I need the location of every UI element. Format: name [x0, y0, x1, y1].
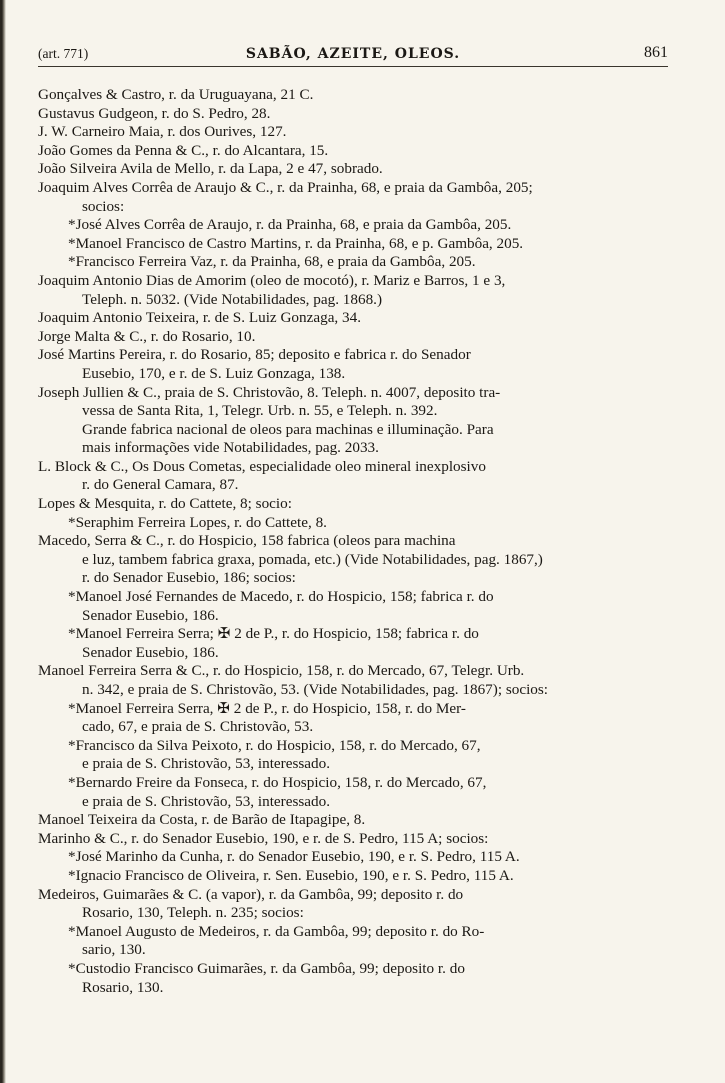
entry-continuation: n. 342, e praia de S. Christovão, 53. (Vide Notabilidades, pag. 1867); socios: — [82, 681, 549, 698]
directory-entry: Macedo, Serra & C., r. do Hospicio, 158 fabrica (oleos para machina — [38, 532, 456, 550]
partner-entry: *Seraphim Ferreira Lopes, r. do Cattete, 8. — [68, 513, 327, 531]
partner-entry: *Manoel Ferreira Serra; ✠ 2 de P., r. do Hospicio, 158; fabrica r. do — [68, 625, 479, 643]
directory-entry: Lopes & Mesquita, r. do Cattete, 8; socio: — [38, 495, 292, 513]
partner-entry: *Manoel Ferreira Serra, ✠ 2 de P., r. do Hospicio, 158, r. do Mer- — [68, 699, 466, 717]
directory-listing — [36, 86, 676, 997]
directory-entry: L. Block & C., Os Dous Cometas, especialidade oleo mineral inexplosivo — [38, 457, 486, 475]
directory-entry: Joaquim Antonio Dias de Amorim (oleo de mocotó), r. Mariz e Barros, 1 e 3, — [38, 271, 506, 289]
partner-entry: *Manoel Augusto de Medeiros, r. da Gambôa, 99; deposito r. do Ro- — [68, 922, 485, 940]
partner-entry: *Manoel José Fernandes de Macedo, r. do Hospicio, 158; fabrica r. do — [68, 588, 494, 606]
entry-continuation: e luz, tambem fabrica graxa, pomada, etc.) (Vide Notabilidades, pag. 1867,) — [82, 550, 543, 568]
directory-entry: José Martins Pereira, r. do Rosario, 85; deposito e fabrica r. do Senador — [38, 346, 471, 364]
directory-entry: Gonçalves & Castro, r. da Uruguayana, 21 C. — [38, 86, 314, 103]
entry-continuation: r. do Senador Eusebio, 186; socios: — [82, 569, 296, 587]
directory-entry: João Silveira Avila de Mello, r. da Lapa, 2 e 47, sobrado. — [38, 160, 383, 178]
entry-continuation: Grande fabrica nacional de oleos para machinas e illuminação. Para — [82, 420, 494, 438]
partner-entry: *Francisco Ferreira Vaz, r. da Prainha, 68, e praia da Gambôa, 205. — [68, 253, 476, 271]
partner-continuation: e praia de S. Christovão, 53, interessado. — [82, 792, 331, 810]
partner-entry: *Bernardo Freire da Fonseca, r. do Hospicio, 158, r. do Mercado, 67, — [68, 773, 487, 791]
partner-continuation: sario, 130. — [82, 941, 146, 959]
entry-continuation: Teleph. n. 5032. (Vide Notabilidades, pag. 1868.) — [82, 290, 383, 308]
page-title: SABÃO, AZEITE, OLEOS. — [245, 46, 461, 62]
directory-entry: Manoel Teixeira da Costa, r. de Barão de Itapagipe, 8. — [38, 811, 366, 829]
page-binding-edge — [0, 0, 6, 1083]
partner-entry: *José Marinho da Cunha, r. do Senador Eusebio, 190, e r. S. Pedro, 115 A. — [68, 848, 520, 866]
partner-continuation: e praia de S. Christovão, 53, interessado. — [82, 755, 331, 773]
directory-entry: Jorge Malta & C., r. do Rosario, 10. — [38, 327, 256, 345]
article-reference: (art. 771) — [38, 46, 89, 61]
directory-entry: Joseph Jullien & C., praia de S. Christovão, 8. Teleph. n. 4007, deposito tra- — [38, 383, 501, 401]
directory-entry: Joaquim Alves Corrêa de Araujo & C., r. da Prainha, 68, e praia da Gambôa, 205; — [38, 178, 533, 196]
entry-continuation: Rosario, 130, Teleph. n. 235; socios: — [82, 904, 304, 922]
entry-continuation: Eusebio, 170, e r. de S. Luiz Gonzaga, 138. — [82, 364, 346, 382]
partner-continuation: Senador Eusebio, 186. — [82, 606, 219, 624]
page-header — [38, 44, 668, 67]
partner-entry: *Francisco da Silva Peixoto, r. do Hospicio, 158, r. do Mercado, 67, — [68, 736, 481, 754]
partner-entry: *Ignacio Francisco de Oliveira, r. Sen. Eusebio, 190, e r. S. Pedro, 115 A. — [68, 866, 514, 884]
directory-entry: Gustavus Gudgeon, r. do S. Pedro, 28. — [38, 104, 271, 122]
directory-entry: João Gomes da Penna & C., r. do Alcantara, 15. — [38, 141, 329, 159]
entry-continuation: socios: — [82, 197, 125, 215]
directory-entry: Medeiros, Guimarães & C. (a vapor), r. da Gambôa, 99; deposito r. do — [38, 885, 464, 903]
directory-entry: Marinho & C., r. do Senador Eusebio, 190, e r. de S. Pedro, 115 A; socios: — [38, 829, 489, 847]
partner-entry: *Manoel Francisco de Castro Martins, r. da Prainha, 68, e p. Gambôa, 205. — [68, 234, 524, 252]
partner-entry: *Custodio Francisco Guimarães, r. da Gambôa, 99; deposito r. do — [68, 959, 465, 977]
partner-continuation: cado, 67, e praia de S. Christovão, 53. — [82, 718, 314, 736]
directory-entry: Joaquim Antonio Teixeira, r. de S. Luiz Gonzaga, 34. — [38, 309, 362, 327]
entry-continuation: r. do General Camara, 87. — [82, 476, 239, 494]
partner-entry: *José Alves Corrêa de Araujo, r. da Prainha, 68, e praia da Gambôa, 205. — [68, 216, 512, 234]
partner-continuation: Rosario, 130. — [82, 978, 164, 996]
directory-entry: Manoel Ferreira Serra & C., r. do Hospicio, 158, r. do Mercado, 67, Telegr. Urb. — [38, 662, 525, 680]
partner-continuation: Senador Eusebio, 186. — [82, 643, 219, 661]
directory-entry: J. W. Carneiro Maia, r. dos Ourives, 127. — [38, 123, 287, 141]
entry-continuation: vessa de Santa Rita, 1, Telegr. Urb. n. 55, e Teleph. n. 392. — [82, 402, 438, 420]
page-number: 861 — [644, 44, 668, 61]
entry-continuation: mais informações vide Notabilidades, pag. 2033. — [82, 439, 379, 457]
